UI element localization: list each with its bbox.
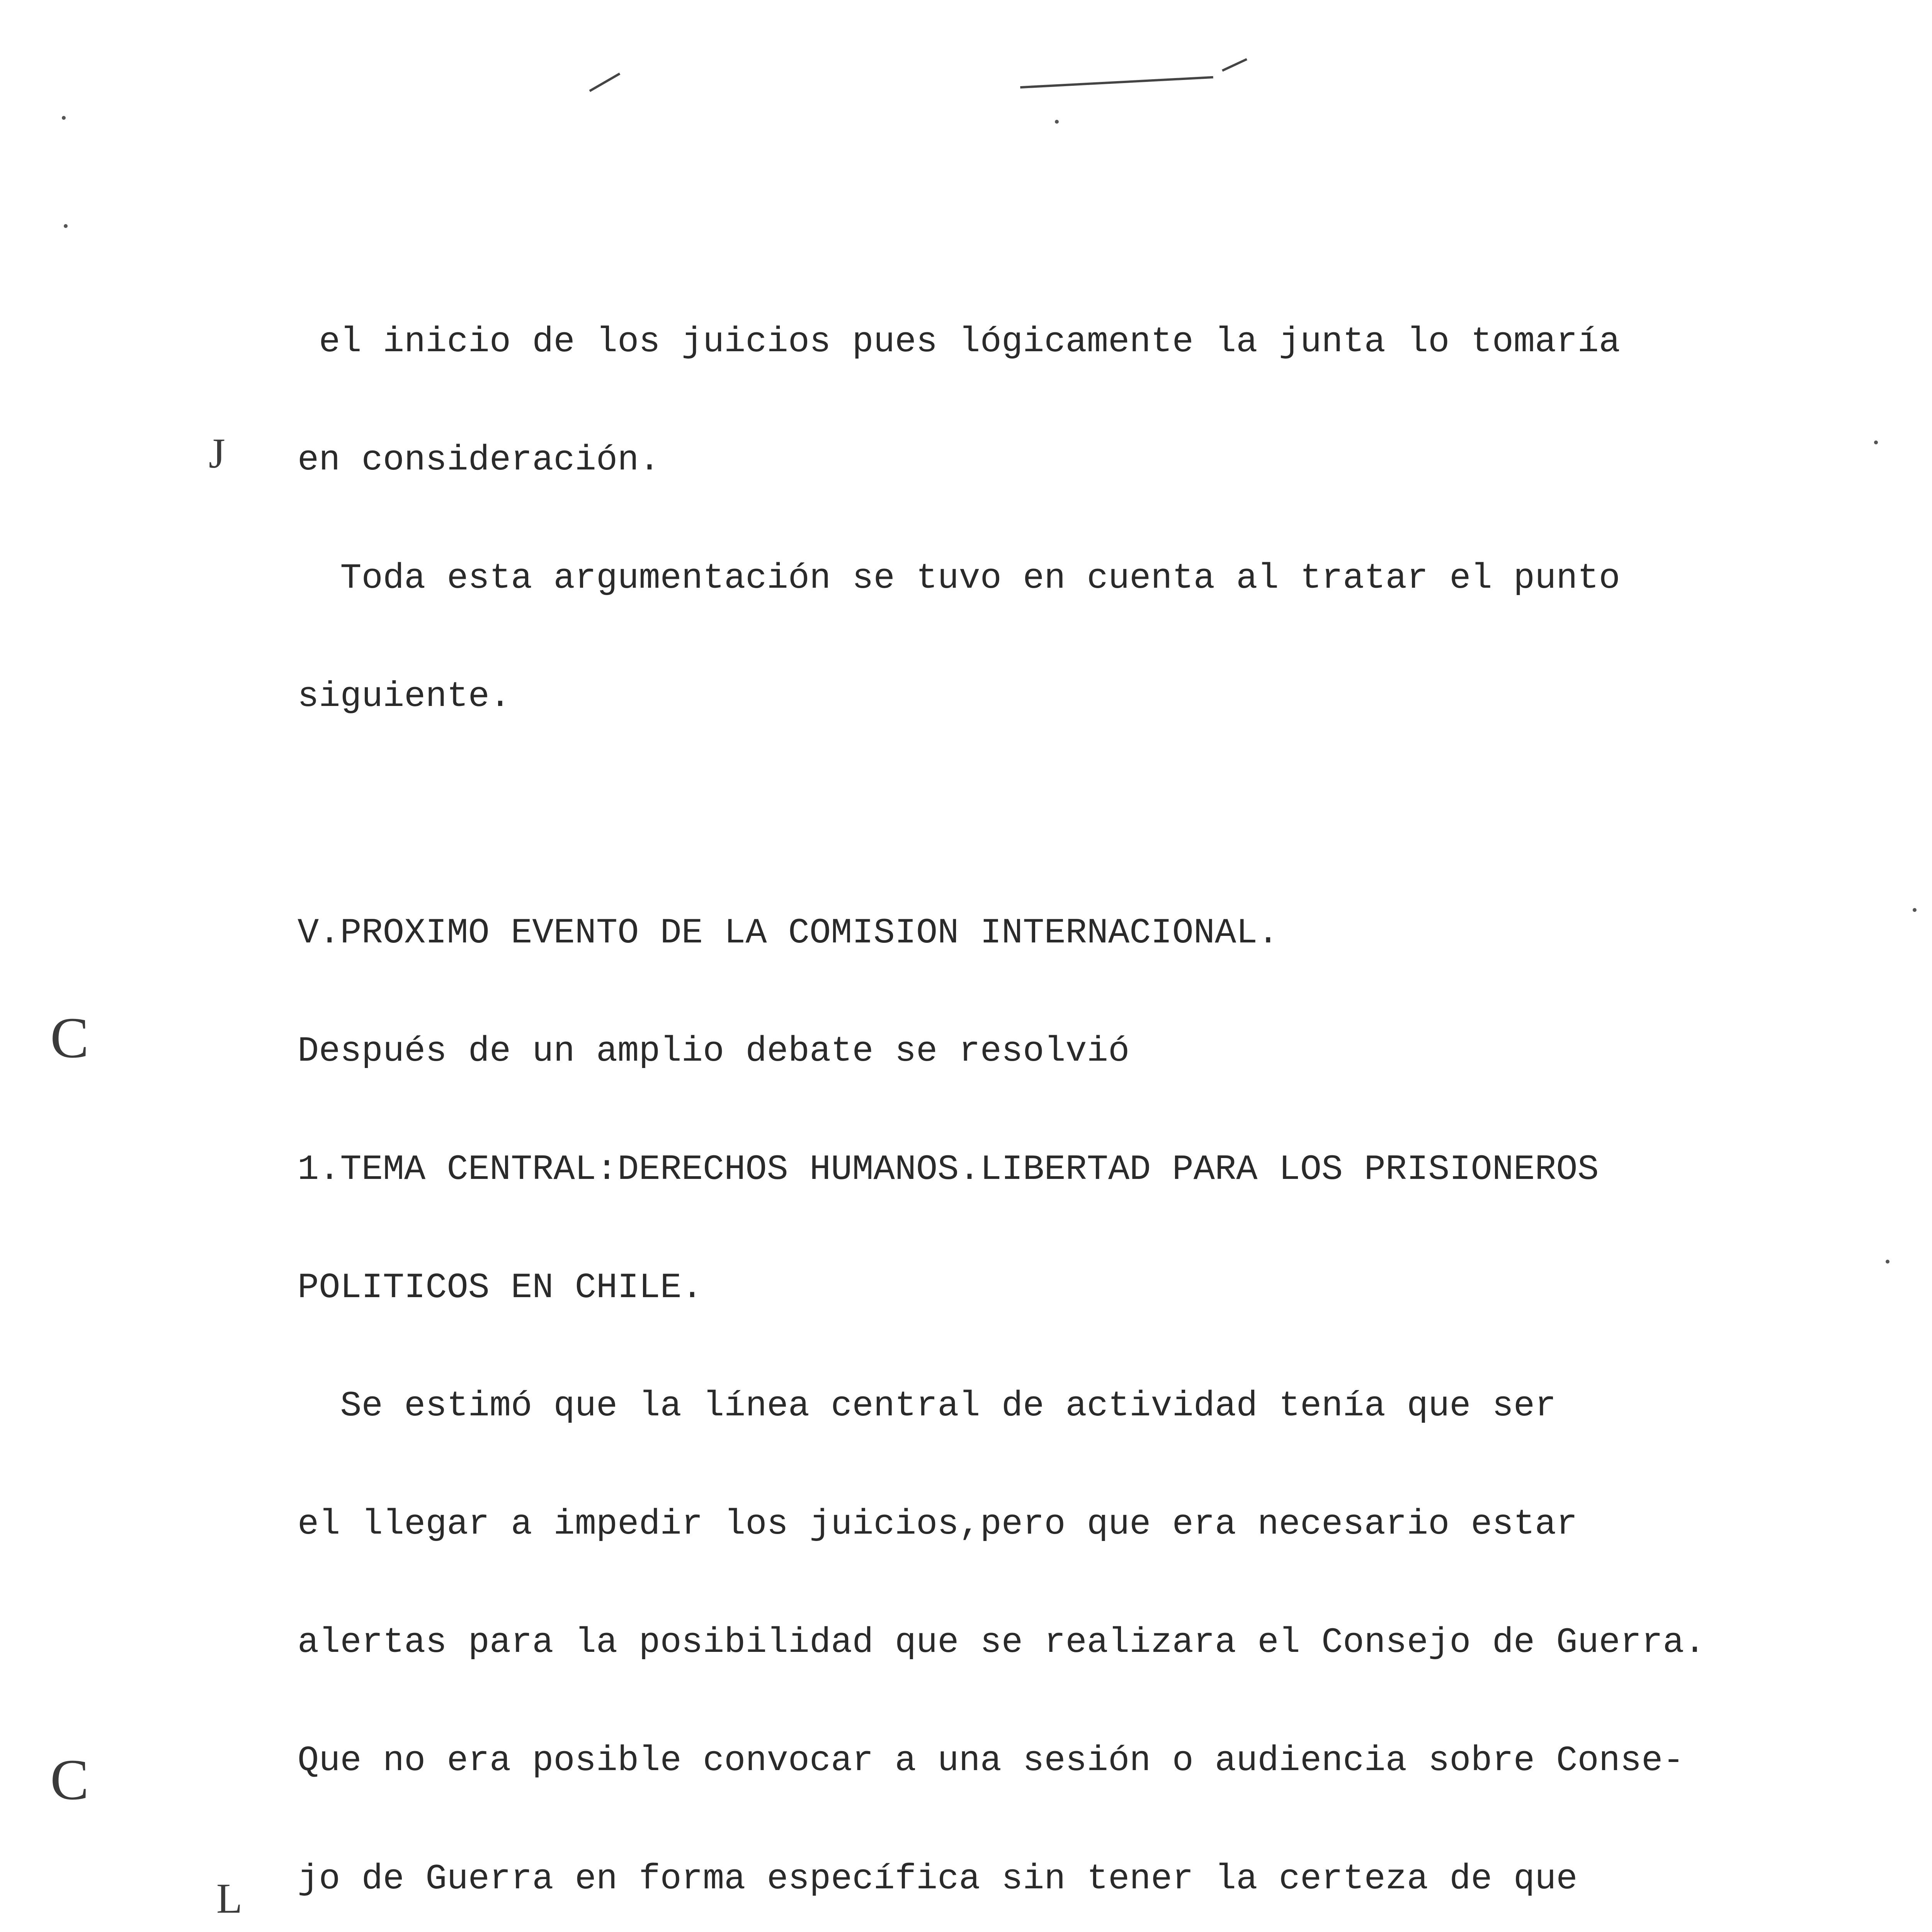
speck-6 — [1874, 440, 1878, 444]
body-text — [298, 243, 1932, 1932]
text-line: siguiente. — [298, 676, 511, 717]
section-heading: V.PROXIMO EVENTO DE LA COMISION INTERNACIONAL. — [298, 913, 1279, 953]
speck-1 — [62, 116, 66, 120]
text-line: en consideración. — [298, 440, 660, 480]
text-line: el llegar a impedir los juicios,pero que era necesario estar — [298, 1504, 1578, 1544]
pen-stroke-top-left — [589, 73, 621, 92]
text-line: jo de Guerra en forma específica sin tener la certeza de que — [298, 1859, 1578, 1899]
text-line: Después de un amplio debate se resolvió — [298, 1031, 1130, 1071]
margin-mark-c-1: C — [50, 1006, 89, 1070]
speck-7 — [1913, 908, 1917, 912]
text-line: POLITICOS EN CHILE. — [298, 1267, 703, 1308]
text-line: 1.TEMA CENTRAL:DERECHOS HUMANOS.LIBERTAD PARA LOS PRISIONEROS — [298, 1149, 1599, 1190]
text-line: Que no era posible convocar a una sesión o audiencia sobre Conse- — [298, 1740, 1684, 1781]
pen-stroke-top-right — [1222, 58, 1247, 71]
text-line: el inicio de los juicios pues lógicamente la junta lo tomaría — [298, 321, 1620, 362]
text-line: Se estimó que la línea central de actividad tenía que ser — [298, 1386, 1556, 1426]
text-line: Toda esta argumentación se tuvo en cuenta al tratar el punto — [298, 558, 1620, 599]
margin-mark-c-2: C — [50, 1748, 89, 1812]
speck-2 — [64, 224, 68, 228]
speck-8 — [1886, 1260, 1889, 1264]
speck-3 — [1055, 120, 1059, 124]
margin-mark-section-vi: L — [216, 1875, 243, 1922]
pen-stroke-top-center — [1020, 76, 1213, 88]
text-line: alertas para la posibilidad que se realizara el Consejo de Guerra. — [298, 1622, 1706, 1663]
margin-mark-section-v: J — [209, 430, 225, 477]
